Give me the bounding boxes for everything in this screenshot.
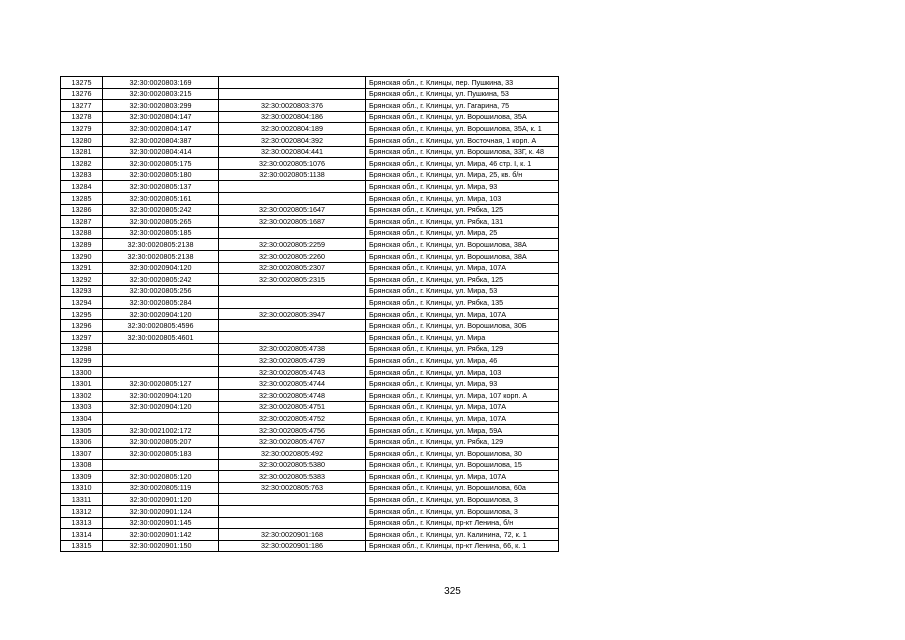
building-number-cell: 32:30:0020805:2260 [219,250,366,262]
table-row [61,343,559,355]
building-number-cell [219,77,366,89]
address-cell: Брянская обл., г. Клинцы, ул. Рябка, 135 [366,297,559,309]
registry-table [60,76,559,552]
building-number-cell: 32:30:0020901:168 [219,529,366,541]
parcel-number-cell: 32:30:0020804:147 [103,123,219,135]
address-cell: Брянская обл., г. Клинцы, пер. Пушкина, 33 [366,77,559,89]
row-number-cell: 13291 [61,262,103,274]
table-row [61,169,559,181]
building-number-cell [219,494,366,506]
table-row [61,482,559,494]
parcel-number-cell: 32:30:0020904:120 [103,262,219,274]
building-number-cell: 32:30:0020901:186 [219,540,366,552]
row-number-cell: 13310 [61,482,103,494]
building-number-cell: 32:30:0020805:1687 [219,216,366,228]
table-row [61,459,559,471]
row-number-cell: 13283 [61,169,103,181]
address-cell: Брянская обл., г. Клинцы, ул. Мира, 103 [366,192,559,204]
row-number-cell: 13306 [61,436,103,448]
address-cell: Брянская обл., г. Клинцы, пр-кт Ленина, 66, к. 1 [366,540,559,552]
address-cell: Брянская обл., г. Клинцы, ул. Мира, 25, кв. б/н [366,169,559,181]
row-number-cell: 13275 [61,77,103,89]
parcel-number-cell: 32:30:0020904:120 [103,308,219,320]
table-row [61,424,559,436]
address-cell: Брянская обл., г. Клинцы, ул. Гагарина, 75 [366,100,559,112]
table-row [61,134,559,146]
parcel-number-cell [103,366,219,378]
row-number-cell: 13280 [61,134,103,146]
building-number-cell: 32:30:0020805:4767 [219,436,366,448]
building-number-cell: 32:30:0020804:441 [219,146,366,158]
parcel-number-cell: 32:30:0020805:265 [103,216,219,228]
table-row [61,494,559,506]
address-cell: Брянская обл., г. Клинцы, ул. Мира, 107А [366,262,559,274]
address-cell: Брянская обл., г. Клинцы, ул. Мира, 46 [366,355,559,367]
row-number-cell: 13286 [61,204,103,216]
address-cell: Брянская обл., г. Клинцы, ул. Мира, 107А [366,308,559,320]
address-cell: Брянская обл., г. Клинцы, ул. Мира, 46 стр. I, к. 1 [366,158,559,170]
row-number-cell: 13298 [61,343,103,355]
building-number-cell: 32:30:0020804:186 [219,111,366,123]
row-number-cell: 13281 [61,146,103,158]
table-row [61,471,559,483]
row-number-cell: 13293 [61,285,103,297]
building-number-cell: 32:30:0020805:4751 [219,401,366,413]
address-cell: Брянская обл., г. Клинцы, ул. Ворошилова, 38А [366,250,559,262]
row-number-cell: 13276 [61,88,103,100]
building-number-cell: 32:30:0020805:4744 [219,378,366,390]
table-row [61,204,559,216]
building-number-cell: 32:30:0020805:4743 [219,366,366,378]
address-cell: Брянская обл., г. Клинцы, ул. Мира, 93 [366,181,559,193]
parcel-number-cell: 32:30:0020901:145 [103,517,219,529]
address-cell: Брянская обл., г. Клинцы, ул. Ворошилова, 15 [366,459,559,471]
table-row [61,285,559,297]
building-number-cell [219,332,366,344]
row-number-cell: 13311 [61,494,103,506]
address-cell: Брянская обл., г. Клинцы, ул. Рябка, 125 [366,274,559,286]
building-number-cell: 32:30:0020805:4756 [219,424,366,436]
table-row [61,158,559,170]
address-cell: Брянская обл., г. Клинцы, ул. Мира, 107А [366,413,559,425]
address-cell: Брянская обл., г. Клинцы, ул. Ворошилова, 35А, к. 1 [366,123,559,135]
parcel-number-cell: 32:30:0020805:137 [103,181,219,193]
row-number-cell: 13315 [61,540,103,552]
parcel-number-cell: 32:30:0020805:242 [103,274,219,286]
building-number-cell [219,320,366,332]
parcel-number-cell: 32:30:0020901:120 [103,494,219,506]
building-number-cell: 32:30:0020803:376 [219,100,366,112]
building-number-cell: 32:30:0020804:189 [219,123,366,135]
parcel-number-cell [103,343,219,355]
address-cell: Брянская обл., г. Клинцы, ул. Пушкина, 53 [366,88,559,100]
building-number-cell: 32:30:0020805:763 [219,482,366,494]
building-number-cell: 32:30:0020805:2315 [219,274,366,286]
table-row [61,448,559,460]
table-row [61,181,559,193]
row-number-cell: 13292 [61,274,103,286]
row-number-cell: 13312 [61,505,103,517]
row-number-cell: 13284 [61,181,103,193]
parcel-number-cell: 32:30:0020805:284 [103,297,219,309]
table-row [61,308,559,320]
parcel-number-cell [103,413,219,425]
row-number-cell: 13278 [61,111,103,123]
address-cell: Брянская обл., г. Клинцы, ул. Ворошилова, 30Б [366,320,559,332]
parcel-number-cell: 32:30:0020904:120 [103,401,219,413]
address-cell: Брянская обл., г. Клинцы, ул. Ворошилова, 3 [366,505,559,517]
table-row [61,100,559,112]
table-row [61,320,559,332]
row-number-cell: 13304 [61,413,103,425]
building-number-cell: 32:30:0020805:1076 [219,158,366,170]
table-row [61,262,559,274]
building-number-cell: 32:30:0020805:1138 [219,169,366,181]
address-cell: Брянская обл., г. Клинцы, ул. Ворошилова, 38А [366,239,559,251]
address-cell: Брянская обл., г. Клинцы, ул. Мира, 107 корп. А [366,390,559,402]
building-number-cell: 32:30:0020805:4752 [219,413,366,425]
table-row [61,413,559,425]
building-number-cell: 32:30:0020805:3947 [219,308,366,320]
row-number-cell: 13314 [61,529,103,541]
address-cell: Брянская обл., г. Клинцы, ул. Мира, 25 [366,227,559,239]
row-number-cell: 13299 [61,355,103,367]
building-number-cell [219,227,366,239]
parcel-number-cell: 32:30:0020805:2138 [103,250,219,262]
table-row [61,77,559,89]
parcel-number-cell: 32:30:0020805:183 [103,448,219,460]
row-number-cell: 13309 [61,471,103,483]
building-number-cell [219,285,366,297]
table-row [61,390,559,402]
building-number-cell: 32:30:0020805:5380 [219,459,366,471]
table-row [61,529,559,541]
registry-table-body [61,77,559,552]
address-cell: Брянская обл., г. Клинцы, ул. Рябка, 125 [366,204,559,216]
building-number-cell [219,181,366,193]
address-cell: Брянская обл., г. Клинцы, ул. Ворошилова, 33Г, к. 48 [366,146,559,158]
row-number-cell: 13287 [61,216,103,228]
table-row [61,366,559,378]
parcel-number-cell: 32:30:0020805:175 [103,158,219,170]
address-cell: Брянская обл., г. Клинцы, ул. Мира, 103 [366,366,559,378]
parcel-number-cell: 32:30:0020901:150 [103,540,219,552]
parcel-number-cell: 32:30:0020805:207 [103,436,219,448]
building-number-cell [219,192,366,204]
parcel-number-cell: 32:30:0020805:256 [103,285,219,297]
building-number-cell: 32:30:0020805:492 [219,448,366,460]
table-row [61,146,559,158]
row-number-cell: 13313 [61,517,103,529]
table-row [61,540,559,552]
address-cell: Брянская обл., г. Клинцы, ул. Мира [366,332,559,344]
address-cell: Брянская обл., г. Клинцы, ул. Рябка, 129 [366,343,559,355]
row-number-cell: 13282 [61,158,103,170]
parcel-number-cell: 32:30:0020803:299 [103,100,219,112]
address-cell: Брянская обл., г. Клинцы, ул. Калинина, 72, к. 1 [366,529,559,541]
table-row [61,401,559,413]
table-row [61,517,559,529]
table-row [61,274,559,286]
parcel-number-cell: 32:30:0020805:161 [103,192,219,204]
row-number-cell: 13285 [61,192,103,204]
table-row [61,216,559,228]
row-number-cell: 13302 [61,390,103,402]
parcel-number-cell: 32:30:0020805:4601 [103,332,219,344]
row-number-cell: 13303 [61,401,103,413]
building-number-cell: 32:30:0020805:2259 [219,239,366,251]
address-cell: Брянская обл., г. Клинцы, ул. Мира, 107А [366,471,559,483]
building-number-cell: 32:30:0020805:1647 [219,204,366,216]
address-cell: Брянская обл., г. Клинцы, ул. Мира, 93 [366,378,559,390]
table-row [61,227,559,239]
row-number-cell: 13305 [61,424,103,436]
address-cell: Брянская обл., г. Клинцы, ул. Ворошилова, 35А [366,111,559,123]
table-row [61,378,559,390]
parcel-number-cell: 32:30:0020904:120 [103,390,219,402]
building-number-cell: 32:30:0020805:5383 [219,471,366,483]
address-cell: Брянская обл., г. Клинцы, ул. Ворошилова, 30 [366,448,559,460]
address-cell: Брянская обл., г. Клинцы, ул. Восточная, 1 корп. А [366,134,559,146]
building-number-cell [219,517,366,529]
table-row [61,332,559,344]
row-number-cell: 13297 [61,332,103,344]
building-number-cell: 32:30:0020804:392 [219,134,366,146]
row-number-cell: 13279 [61,123,103,135]
table-row [61,123,559,135]
row-number-cell: 13288 [61,227,103,239]
row-number-cell: 13301 [61,378,103,390]
table-row [61,239,559,251]
parcel-number-cell: 32:30:0020805:185 [103,227,219,239]
building-number-cell [219,505,366,517]
parcel-number-cell: 32:30:0020804:387 [103,134,219,146]
parcel-number-cell: 32:30:0020805:2138 [103,239,219,251]
address-cell: Брянская обл., г. Клинцы, ул. Рябка, 129 [366,436,559,448]
building-number-cell: 32:30:0020805:4738 [219,343,366,355]
row-number-cell: 13295 [61,308,103,320]
address-cell: Брянская обл., г. Клинцы, ул. Ворошилова, 60а [366,482,559,494]
page-number: 325 [444,586,461,597]
table-row [61,505,559,517]
parcel-number-cell: 32:30:0020805:120 [103,471,219,483]
building-number-cell: 32:30:0020805:2307 [219,262,366,274]
address-cell: Брянская обл., г. Клинцы, ул. Мира, 59А [366,424,559,436]
parcel-number-cell [103,459,219,471]
parcel-number-cell: 32:30:0020805:127 [103,378,219,390]
building-number-cell: 32:30:0020805:4739 [219,355,366,367]
parcel-number-cell: 32:30:0020803:215 [103,88,219,100]
row-number-cell: 13308 [61,459,103,471]
parcel-number-cell [103,355,219,367]
address-cell: Брянская обл., г. Клинцы, ул. Ворошилова, 3 [366,494,559,506]
row-number-cell: 13290 [61,250,103,262]
table-row [61,192,559,204]
table-row [61,436,559,448]
parcel-number-cell: 32:30:0021002:172 [103,424,219,436]
row-number-cell: 13307 [61,448,103,460]
table-row [61,355,559,367]
table-row [61,111,559,123]
address-cell: Брянская обл., г. Клинцы, ул. Рябка, 131 [366,216,559,228]
table-row [61,88,559,100]
table-row [61,250,559,262]
parcel-number-cell: 32:30:0020805:4596 [103,320,219,332]
building-number-cell [219,88,366,100]
row-number-cell: 13289 [61,239,103,251]
table-row [61,297,559,309]
address-cell: Брянская обл., г. Клинцы, пр-кт Ленина, б/н [366,517,559,529]
row-number-cell: 13277 [61,100,103,112]
row-number-cell: 13294 [61,297,103,309]
row-number-cell: 13300 [61,366,103,378]
address-cell: Брянская обл., г. Клинцы, ул. Мира, 107А [366,401,559,413]
parcel-number-cell: 32:30:0020805:242 [103,204,219,216]
parcel-number-cell: 32:30:0020805:119 [103,482,219,494]
building-number-cell [219,297,366,309]
parcel-number-cell: 32:30:0020804:414 [103,146,219,158]
parcel-number-cell: 32:30:0020901:124 [103,505,219,517]
address-cell: Брянская обл., г. Клинцы, ул. Мира, 53 [366,285,559,297]
parcel-number-cell: 32:30:0020803:169 [103,77,219,89]
building-number-cell: 32:30:0020805:4748 [219,390,366,402]
parcel-number-cell: 32:30:0020805:180 [103,169,219,181]
parcel-number-cell: 32:30:0020804:147 [103,111,219,123]
parcel-number-cell: 32:30:0020901:142 [103,529,219,541]
row-number-cell: 13296 [61,320,103,332]
